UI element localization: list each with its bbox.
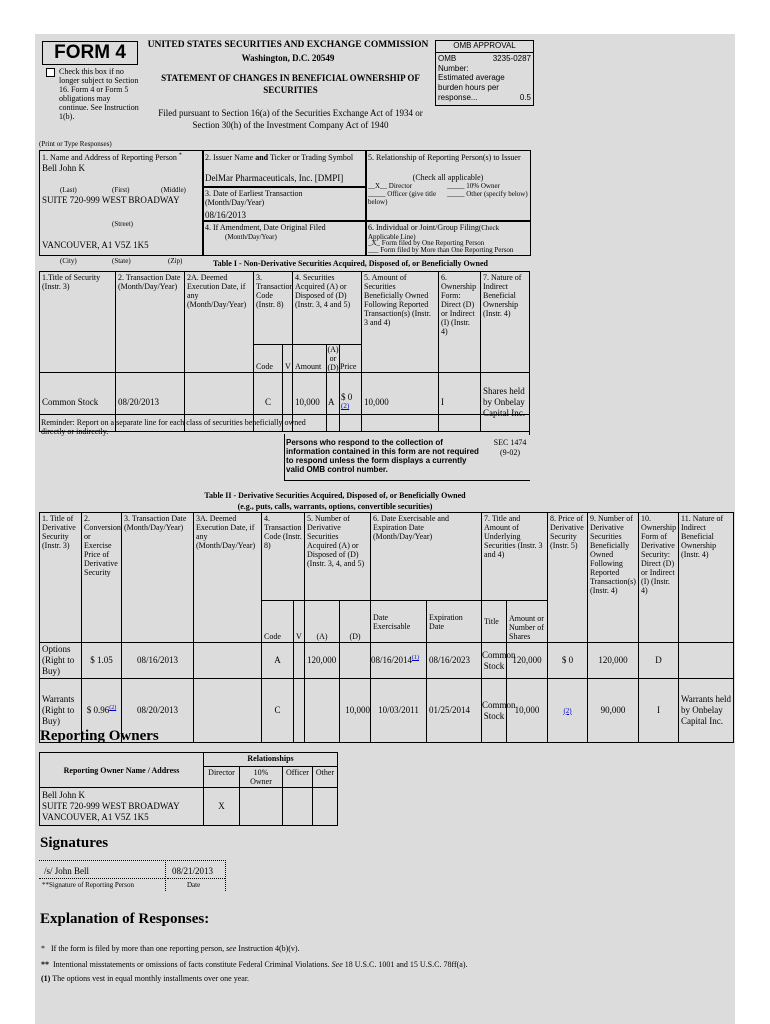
omb-number-row <box>436 53 533 73</box>
form-title: FORM 4 <box>54 42 126 63</box>
ro-header-ten-pct: 10% Owner <box>240 767 283 788</box>
explanation-line2-see: See <box>331 960 343 969</box>
signer-label: **Signature of Reporting Person <box>42 881 134 889</box>
no-longer-subject-text: Check this box if no longer subject to Section 16. Form 4 or Form 5 obligations may continue. See Instruction 1(b). <box>59 67 139 121</box>
t1-sub-aord-top: (A) or <box>327 345 339 363</box>
t2-sub-code: Code <box>262 601 294 643</box>
t1-sub-code: Code <box>254 345 283 373</box>
t1-row-amount: 10,000 <box>293 373 327 432</box>
t1-row-aord: A <box>327 373 340 432</box>
earliest-transaction-date: 08/16/2013 <box>205 210 247 220</box>
issuer-label-b: Ticker or Trading Symbol <box>269 153 354 162</box>
officer-option: _____ Officer (give title below) <box>368 190 437 206</box>
table1-title: Table I - Non-Derivative Securities Acquired, Disposed of, or Beneficially Owned <box>213 259 488 268</box>
t2-r0-d <box>340 643 371 679</box>
t1-row-form: I <box>439 373 481 432</box>
t2-r0-exercisable-value: 08/16/2014 <box>371 655 413 665</box>
t2-r1-u-amount: 10,000 <box>507 679 548 743</box>
no-longer-subject-checkbox[interactable] <box>46 68 55 77</box>
t2-header-nature: 11. Nature of Indirect Beneficial Ownership (Instr. 4) <box>679 513 734 643</box>
t1-row-title: Common Stock <box>40 373 116 432</box>
t1-header-code: 3. Transaction Code (Instr. 8) <box>254 272 293 345</box>
ro-header-name: Reporting Owner Name / Address <box>40 753 204 788</box>
t1-row-price-value: $ 0 <box>341 392 353 402</box>
issuer-label-a: 2. Issuer Name <box>205 153 254 162</box>
t1-sub-amount: Amount <box>293 345 327 373</box>
t1-row-owned: 10,000 <box>362 373 439 432</box>
t1-sub-v: V <box>283 345 293 373</box>
ro-header-director: Director <box>204 767 240 788</box>
t2-r0-expiration: 08/16/2023 <box>427 643 482 679</box>
t2-r1-d-price-note[interactable]: (2) <box>563 706 572 715</box>
t2-r0-deemed <box>194 643 262 679</box>
explanation-line1 <box>41 944 721 953</box>
t2-header-title: 1. Title of Derivative Security (Instr. 3) <box>40 513 82 643</box>
t2-r0-price: $ 1.05 <box>82 643 122 679</box>
signature-date-divider <box>167 878 225 879</box>
explanation-line3 <box>41 974 721 983</box>
omb-burden-value: 0.5 <box>519 93 531 102</box>
t2-r1-deemed <box>194 679 262 743</box>
reporting-person-label-text: 1. Name and Address of Reporting Person <box>42 153 177 162</box>
state-label: (State) <box>112 257 131 265</box>
t2-sub-title: Title <box>482 601 507 643</box>
explanation-line1-see: see <box>226 944 237 953</box>
explanation-line2-mark: ** <box>41 960 49 969</box>
t2-header-exercisable: 6. Date Exercisable and Expiration Date (Month/Day/Year) <box>371 513 482 601</box>
signature-date: 08/21/2013 <box>172 866 214 876</box>
form-title-box <box>42 41 138 65</box>
t1-row-nature: Shares held by Onbelay Capital Inc. <box>481 373 530 432</box>
city-label: (City) <box>60 257 77 265</box>
t2-r0-exercisable-note[interactable]: (1) <box>412 655 420 661</box>
street-label: (Street) <box>112 220 133 228</box>
t1-sub-price: Price <box>340 345 362 373</box>
sec-date: (9-02) <box>500 448 520 457</box>
t2-r1-nature: Warrants held by Onbelay Capital Inc. <box>679 679 734 743</box>
t1-header-deemed: 2A. Deemed Execution Date, if any (Month/Day/Year) <box>185 272 254 373</box>
t2-header-price: 8. Price of Derivative Security (Instr. 5) <box>548 513 588 643</box>
first-label: (First) <box>112 186 130 194</box>
t2-r0-exercisable <box>371 643 427 679</box>
t2-r0-v <box>294 643 305 679</box>
t2-r1-date: 08/20/2013 <box>122 679 194 743</box>
omb-burden-label: Estimated average burden hours per response... <box>438 73 505 102</box>
t1-row-code: C <box>254 373 283 432</box>
t2-r1-price-note[interactable]: (2) <box>109 705 117 711</box>
reporting-person-city: VANCOUVER, A1 V5Z 1K5 <box>42 240 149 250</box>
table2-title-2: (e.g., puts, calls, warrants, options, convertible securities) <box>237 502 433 511</box>
signer-name: /s/ John Bell <box>44 866 90 876</box>
t2-sub-d: (D) <box>340 601 371 643</box>
reminder-text: Reminder: Report on a separate line for each class of securities beneficially owned directly or indirectly. <box>41 418 306 436</box>
ro-header-relationships: Relationships <box>204 753 338 767</box>
t2-header-number: 5. Number of Derivative Securities Acquired (A) or Disposed of (D) (Instr. 3, 4, and 5) <box>305 513 371 601</box>
form-panel <box>35 34 735 1024</box>
t2-r1-a <box>305 679 340 743</box>
t1-header-nature: 7. Nature of Indirect Beneficial Ownership (Instr. 4) <box>481 272 530 373</box>
t2-r0-form: D <box>639 643 679 679</box>
t2-header-underlying: 7. Title and Amount of Underlying Securities (Instr. 3 and 4) <box>482 513 548 601</box>
sec-code: SEC 1474 <box>493 438 527 447</box>
ro-ten-pct-cell <box>240 788 283 826</box>
t2-r1-exercisable: 10/03/2011 <box>371 679 427 743</box>
earliest-transaction-label: 3. Date of Earliest Transaction (Month/Day/Year) <box>205 189 303 207</box>
explanation-line2 <box>41 960 721 969</box>
amendment-label: 4. If Amendment, Date Original Filed <box>205 223 326 232</box>
t1-header-amount-owned: 5. Amount of Securities Beneficially Owned Following Reported Transaction(s) (Instr. 3 and 4) <box>362 272 439 373</box>
omb-approval-box <box>435 40 534 106</box>
ro-row <box>40 788 338 826</box>
issuer-label <box>205 153 360 162</box>
zip-label: (Zip) <box>168 257 183 265</box>
agency-name: UNITED STATES SECURITIES AND EXCHANGE COMMISSION <box>147 40 429 50</box>
t2-r1-owned: 90,000 <box>588 679 639 743</box>
omb-number-value: 3235-0287 <box>492 54 531 63</box>
t2-r0-d-price: $ 0 <box>548 643 588 679</box>
amendment-format: (Month/Day/Year) <box>225 233 277 241</box>
persons-respond-text: Persons who respond to the collection of information contained in this form are not required to respond unless the form displays a currently valid OMB control number. <box>286 438 479 474</box>
t2-r1-form: I <box>639 679 679 743</box>
ro-director-mark: X <box>204 788 240 826</box>
table2 <box>39 512 734 743</box>
explanation-line2-b: 18 U.S.C. 1001 and 15 U.S.C. 78ff(a). <box>344 960 468 969</box>
agency-city: Washington, D.C. 20549 <box>241 53 335 63</box>
t2-sub-date-ex: Date Exercisable <box>371 601 427 643</box>
issuer-name: DelMar Pharmaceuticals, Inc. [DMPI] <box>205 173 344 183</box>
signature-divider <box>39 878 165 879</box>
reporting-owners-heading: Reporting Owners <box>40 728 159 744</box>
explanation-line1-a: If the form is filed by more than one reporting person, <box>51 944 225 953</box>
reporting-person-street: SUITE 720-999 WEST BROADWAY <box>42 195 180 205</box>
explanation-line3-mark: (1) <box>41 974 51 983</box>
ro-owner-line3: VANCOUVER, A1 V5Z 1K5 <box>42 812 149 822</box>
omb-title: OMB APPROVAL <box>436 41 533 53</box>
group-filing-check: (Check Applicable Line) <box>368 224 500 241</box>
last-label: (Last) <box>60 186 77 194</box>
one-person-option: _X_ Form filed by One Reporting Person <box>368 239 485 247</box>
t2-r1-title: Warrants (Right to Buy) <box>40 679 82 743</box>
t2-r0-date: 08/16/2013 <box>122 643 194 679</box>
ro-owner-line1: Bell John K <box>42 790 86 800</box>
ro-header-other: Other <box>313 767 338 788</box>
t1-header-date: 2. Transaction Date (Month/Day/Year) <box>116 272 185 373</box>
t2-r1-price-value: $ 0.96 <box>86 705 110 715</box>
issuer-label-and: and <box>255 153 269 162</box>
t2-r1-v <box>294 679 305 743</box>
director-option: __X__ Director <box>368 182 413 190</box>
t2-r0-code: A <box>262 643 294 679</box>
statement-title-1: STATEMENT OF CHANGES IN BENEFICIAL OWNERSHIP OF <box>161 73 420 83</box>
t2-sub-a: (A) <box>305 601 340 643</box>
t2-r0-u-title: Common Stock <box>482 643 507 679</box>
table1 <box>39 271 530 432</box>
reporting-person-asterisk: * <box>178 152 182 159</box>
t2-sub-exp-date: Expiration Date <box>427 601 482 643</box>
t2-r1-d: 10,000 <box>340 679 371 743</box>
ro-officer-cell <box>283 788 313 826</box>
t2-r0-nature <box>679 643 734 679</box>
explanation-line3-text: The options vest in equal monthly installments over one year. <box>52 974 250 983</box>
check-all-applicable: (Check all applicable) <box>412 173 484 182</box>
t2-sub-amount: Amount or Number of Shares <box>507 601 548 643</box>
t2-r0-u-amount: 120,000 <box>507 643 548 679</box>
ro-owner-line2: SUITE 720-999 WEST BROADWAY <box>42 801 180 811</box>
t1-header-ownership-form: 6. Ownership Form: Direct (D) or Indirect (I) (Instr. 4) <box>439 272 481 373</box>
t2-r1-expiration: 01/25/2014 <box>427 679 482 743</box>
t2-r1-code: C <box>262 679 294 743</box>
t1-row-date: 08/20/2013 <box>116 373 185 432</box>
no-longer-subject-area <box>46 67 138 121</box>
explanation-line2-a: Intentional misstatements or omissions of facts constitute Federal Criminal Violations. <box>53 960 330 969</box>
t2-r0-title: Options (Right to Buy) <box>40 643 82 679</box>
omb-burden-row <box>436 73 533 103</box>
table2-title-1: Table II - Derivative Securities Acquired, Disposed of, or Beneficially Owned <box>204 491 466 500</box>
signatures-heading: Signatures <box>40 835 109 851</box>
relationship-label: 5. Relationship of Reporting Person(s) to Issuer <box>368 153 521 162</box>
ro-owner <box>40 788 204 826</box>
reporting-person-name: Bell John K <box>42 163 86 173</box>
t2-header-deemed: 3A. Deemed Execution Date, if any (Month/Day/Year) <box>194 513 262 643</box>
table2-row-options <box>40 643 734 679</box>
omb-number-label: OMB Number: <box>438 54 469 73</box>
more-person-option: ___ Form filed by More than One Reporting Person <box>368 246 514 254</box>
ro-other-cell <box>313 788 338 826</box>
signature-date-label: Date <box>187 881 201 889</box>
t1-sub-aord-bot: (D) <box>327 363 339 372</box>
other-option: _____ Other (specify below) <box>447 190 528 198</box>
reporting-owners-table <box>39 752 338 826</box>
explanation-line1-b: Instruction 4(b)(v). <box>238 944 300 953</box>
t1-header-securities: 4. Securities Acquired (A) or Disposed of (D) (Instr. 3, 4 and 5) <box>293 272 362 345</box>
t1-sub-aord <box>327 345 340 373</box>
t2-r1-u-title: Common Stock <box>482 679 507 743</box>
t1-row-price-note[interactable]: (2) <box>341 402 350 410</box>
t2-header-form: 10. Ownership Form of Derivative Security: Direct (D) or Indirect (I) (Instr. 4) <box>639 513 679 643</box>
t2-header-conversion: 2. Conversion or Exercise Price of Derivative Security <box>82 513 122 643</box>
explanation-heading: Explanation of Responses: <box>40 911 210 927</box>
middle-label: (Middle) <box>161 186 186 194</box>
t2-header-code: 4. Transaction Code (Instr. 8) <box>262 513 305 601</box>
print-type-note: (Print or Type Responses) <box>39 140 112 148</box>
t2-sub-v: V <box>294 601 305 643</box>
t2-r0-owned: 120,000 <box>588 643 639 679</box>
t1-header-title: 1.Title of Security (Instr. 3) <box>40 272 116 373</box>
t2-header-owned: 9. Number of Derivative Securities Beneficially Owned Following Reported Transaction(s) (Instr. 4) <box>588 513 639 643</box>
ro-header-officer: Officer <box>283 767 313 788</box>
t2-r0-a: 120,000 <box>305 643 340 679</box>
filed-pursuant-1: Filed pursuant to Section 16(a) of the Securities Exchange Act of 1934 or <box>158 108 423 118</box>
statement-title-2: SECURITIES <box>263 85 318 95</box>
reporting-person-label <box>42 153 202 162</box>
explanation-line1-mark: * <box>41 944 45 953</box>
ten-pct-option: _____ 10% Owner <box>447 182 500 190</box>
group-filing-label-text: 6. Individual or Joint/Group Filing <box>368 223 479 232</box>
t2-header-date: 3. Transaction Date (Month/Day/Year) <box>122 513 194 643</box>
filed-pursuant-2: Section 30(h) of the Investment Company Act of 1940 <box>192 120 389 130</box>
t2-r1-d-price <box>548 679 588 743</box>
